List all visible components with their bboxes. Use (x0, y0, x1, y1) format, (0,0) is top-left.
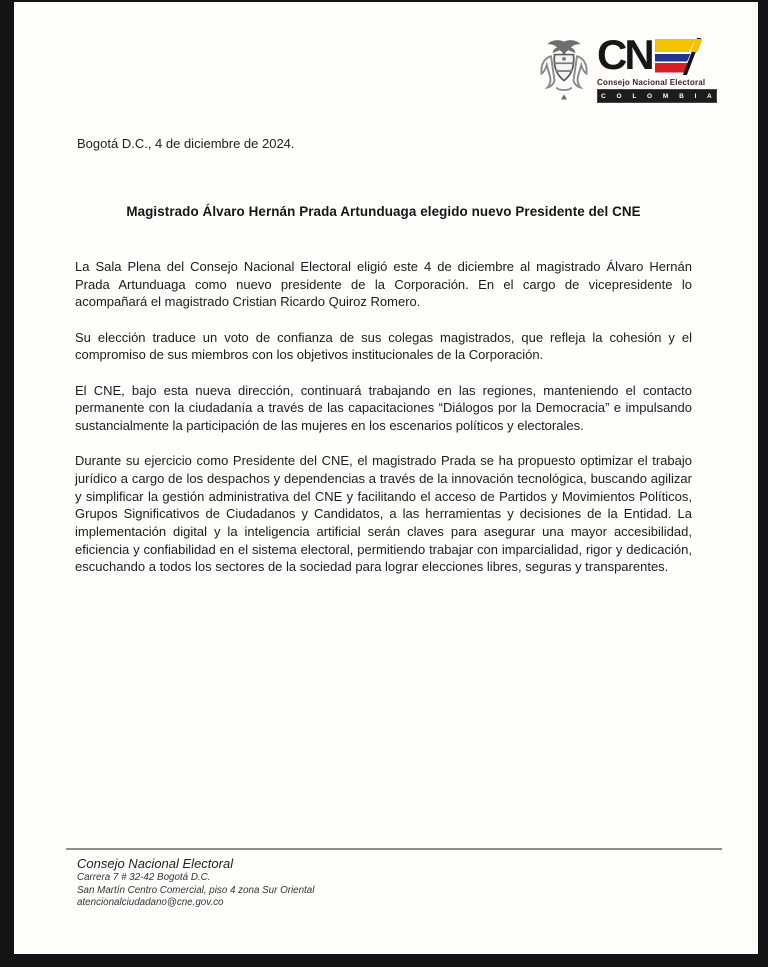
paragraph-1: La Sala Plena del Consejo Nacional Electoral eligió este 4 de diciembre al magistrado Álvaro Hernán Prada Artunduaga como nuevo presidente de la Corporación. En el cargo de vicepresidente lo acompañará el magistrado Cristian Ricardo Quiroz Romero. (75, 259, 692, 310)
letter-page (14, 2, 758, 954)
logo-colombia-bar: C O L O M B I A (597, 89, 717, 103)
footer-divider (66, 848, 722, 850)
footer-address-line1: Carrera 7 # 32-42 Bogotá D.C. (77, 872, 211, 883)
cne-wordmark: CN (597, 31, 652, 78)
paragraph-4: Durante su ejercicio como Presidente del CNE, el magistrado Prada se ha propuesto optimizar el trabajo jurídico a cargo de los despachos y dependencias a través de la innovación tecnológica, buscando agilizar y simplificar la gestión administrativa del CNE y facilitando el acceso de Partidos y Movimientos Políticos, Grupos Significativos de Ciudadanos y Candidatos, a las herramientas y decisiones de la Entidad. La implementación digital y la inteligencia artificial serán claves para asegurar una mayor accesibilidad, eficiencia y confiabilidad en el sistema electoral, permitiendo trabajar con imparcialidad, rigor y dedicación, escuchando a todos los sectores de la sociedad para lograr elecciones libres, seguras y transparentes. (75, 453, 692, 575)
colombia-coat-of-arms-icon (533, 39, 595, 103)
footer-email: atencionalciudadano@cne.gov.co (77, 897, 224, 908)
paragraph-2: Su elección traduce un voto de confianza de sus colegas magistrados, que refleja la cohesión y el compromiso de sus miembros con los objetivos institucionales de la Corporación. (75, 329, 692, 363)
date-line: Bogotá D.C., 4 de diciembre de 2024. (77, 136, 295, 151)
letter-body (75, 258, 692, 594)
footer-address-line2: San Martín Centro Comercial, piso 4 zona Sur Oriental (77, 884, 315, 896)
logo-subtitle: Consejo Nacional Electoral (597, 78, 706, 87)
footer (77, 856, 314, 910)
document-title: Magistrado Álvaro Hernán Prada Artunduaga elegido nuevo Presidente del CNE (126, 204, 641, 219)
cne-logo (533, 31, 717, 104)
paragraph-3: El CNE, bajo esta nueva dirección, continuará trabajando en las regiones, manteniendo el contacto permanente con la ciudadanía a través de las capacitaciones “Diálogos por la Democracia” e impulsando sustancialmente la participación de las mujeres en los escenarios políticos y electorales. (75, 382, 692, 433)
cne-flag-e-icon (655, 39, 699, 73)
footer-org-name: Consejo Nacional Electoral (77, 856, 234, 871)
